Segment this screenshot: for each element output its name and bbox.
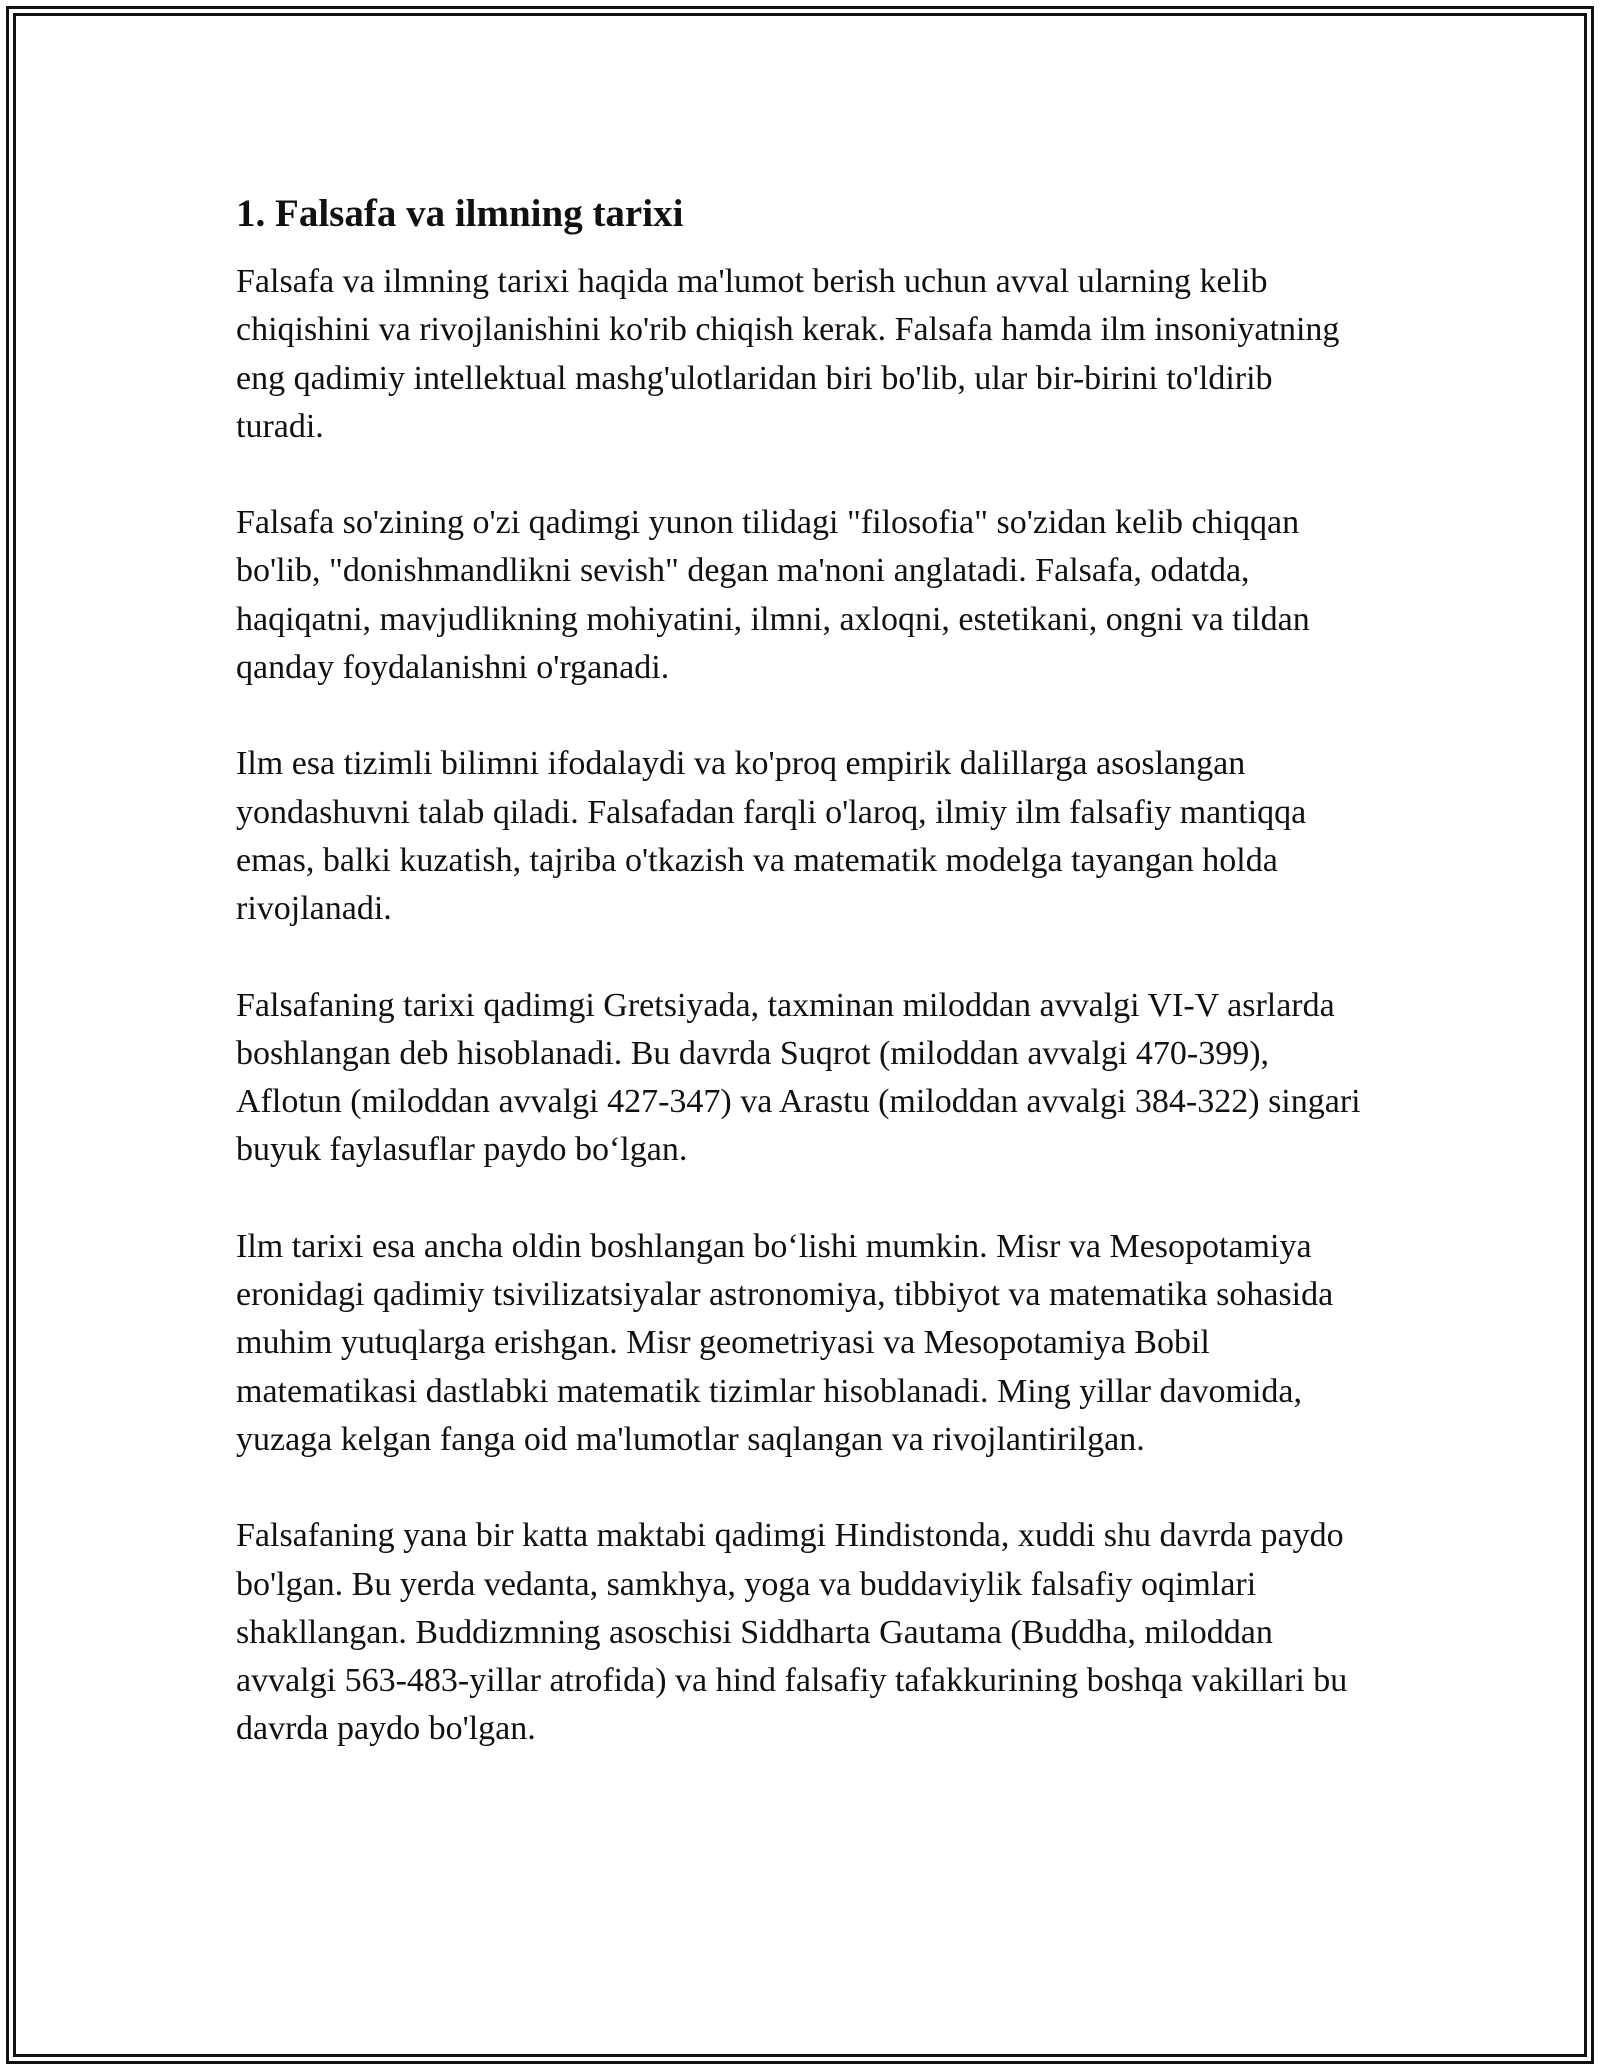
section-heading: 1. Falsafa va ilmning tarixi <box>236 192 684 235</box>
paragraph-intro: Falsafa va ilmning tarixi haqida ma'lumot berish uchun avval ularning kelib chiqishini va rivojlanishini ko'rib chiqish kerak. Falsafa hamda ilm insoniyatning eng qadimiy intellektual mashg'ulotlaridan biri bo'lib, ular bir-birini to'ldirib turadi. <box>236 263 1340 445</box>
paragraph-india: Falsafaning yana bir katta maktabi qadimgi Hindistonda, xuddi shu davrda paydo bo'lgan. Bu yerda vedanta, samkhya, yoga va buddaviylik falsafiy oqimlari shakllangan. Buddizmning asoschisi Siddharta Gautama (Buddha, miloddan avvalgi 563-483-yillar atrofida) va hind falsafiy tafakkurining boshqa vakillari bu davrda paydo bo'lgan. <box>236 1517 1348 1748</box>
document-body <box>236 190 1366 1754</box>
paragraph-science: Ilm esa tizimli bilimni ifodalaydi va ko'proq empirik dalillarga asoslangan yondashuvni talab qiladi. Falsafadan farqli o'laroq, ilmiy ilm falsafiy mantiqqa emas, balki kuzatish, tajriba o'tkazish va matematik modelga tayangan holda rivojlanadi. <box>236 745 1307 928</box>
paragraph-science-history: Ilm tarixi esa ancha oldin boshlangan bo‘lishi mumkin. Misr va Mesopotamiya eronidagi qadimiy tsivilizatsiyalar astronomiya, tibbiyot va matematika sohasida muhim yutuqlarga erishgan. Misr geometriyasi va Mesopotamiya Bobil matematikasi dastlabki matematik tizimlar hisoblanadi. Ming yillar davomida, yuzaga kelgan fanga oid ma'lumotlar saqlangan va rivojlantirilgan. <box>236 1227 1334 1458</box>
paragraph-etymology: Falsafa so'zining o'zi qadimgi yunon tilidagi "filosofia" so'zidan kelib chiqqan bo'lib, "donishmandlikni sevish" degan ma'noni anglatadi. Falsafa, odatda, haqiqatni, mavjudlikning mohiyatini, ilmni, axloqni, estetikani, ongni va tildan qanday foydalanishni o'rganadi. <box>236 504 1310 687</box>
paragraph-greece: Falsafaning tarixi qadimgi Gretsiyada, taxminan miloddan avvalgi VI-V asrlarda boshlangan deb hisoblanadi. Bu davrda Suqrot (miloddan avvalgi 470-399), Aflotun (miloddan avvalgi 427-347) va Arastu (miloddan avvalgi 384-322) singari buyuk faylasuflar paydo bo‘lgan. <box>236 986 1361 1169</box>
